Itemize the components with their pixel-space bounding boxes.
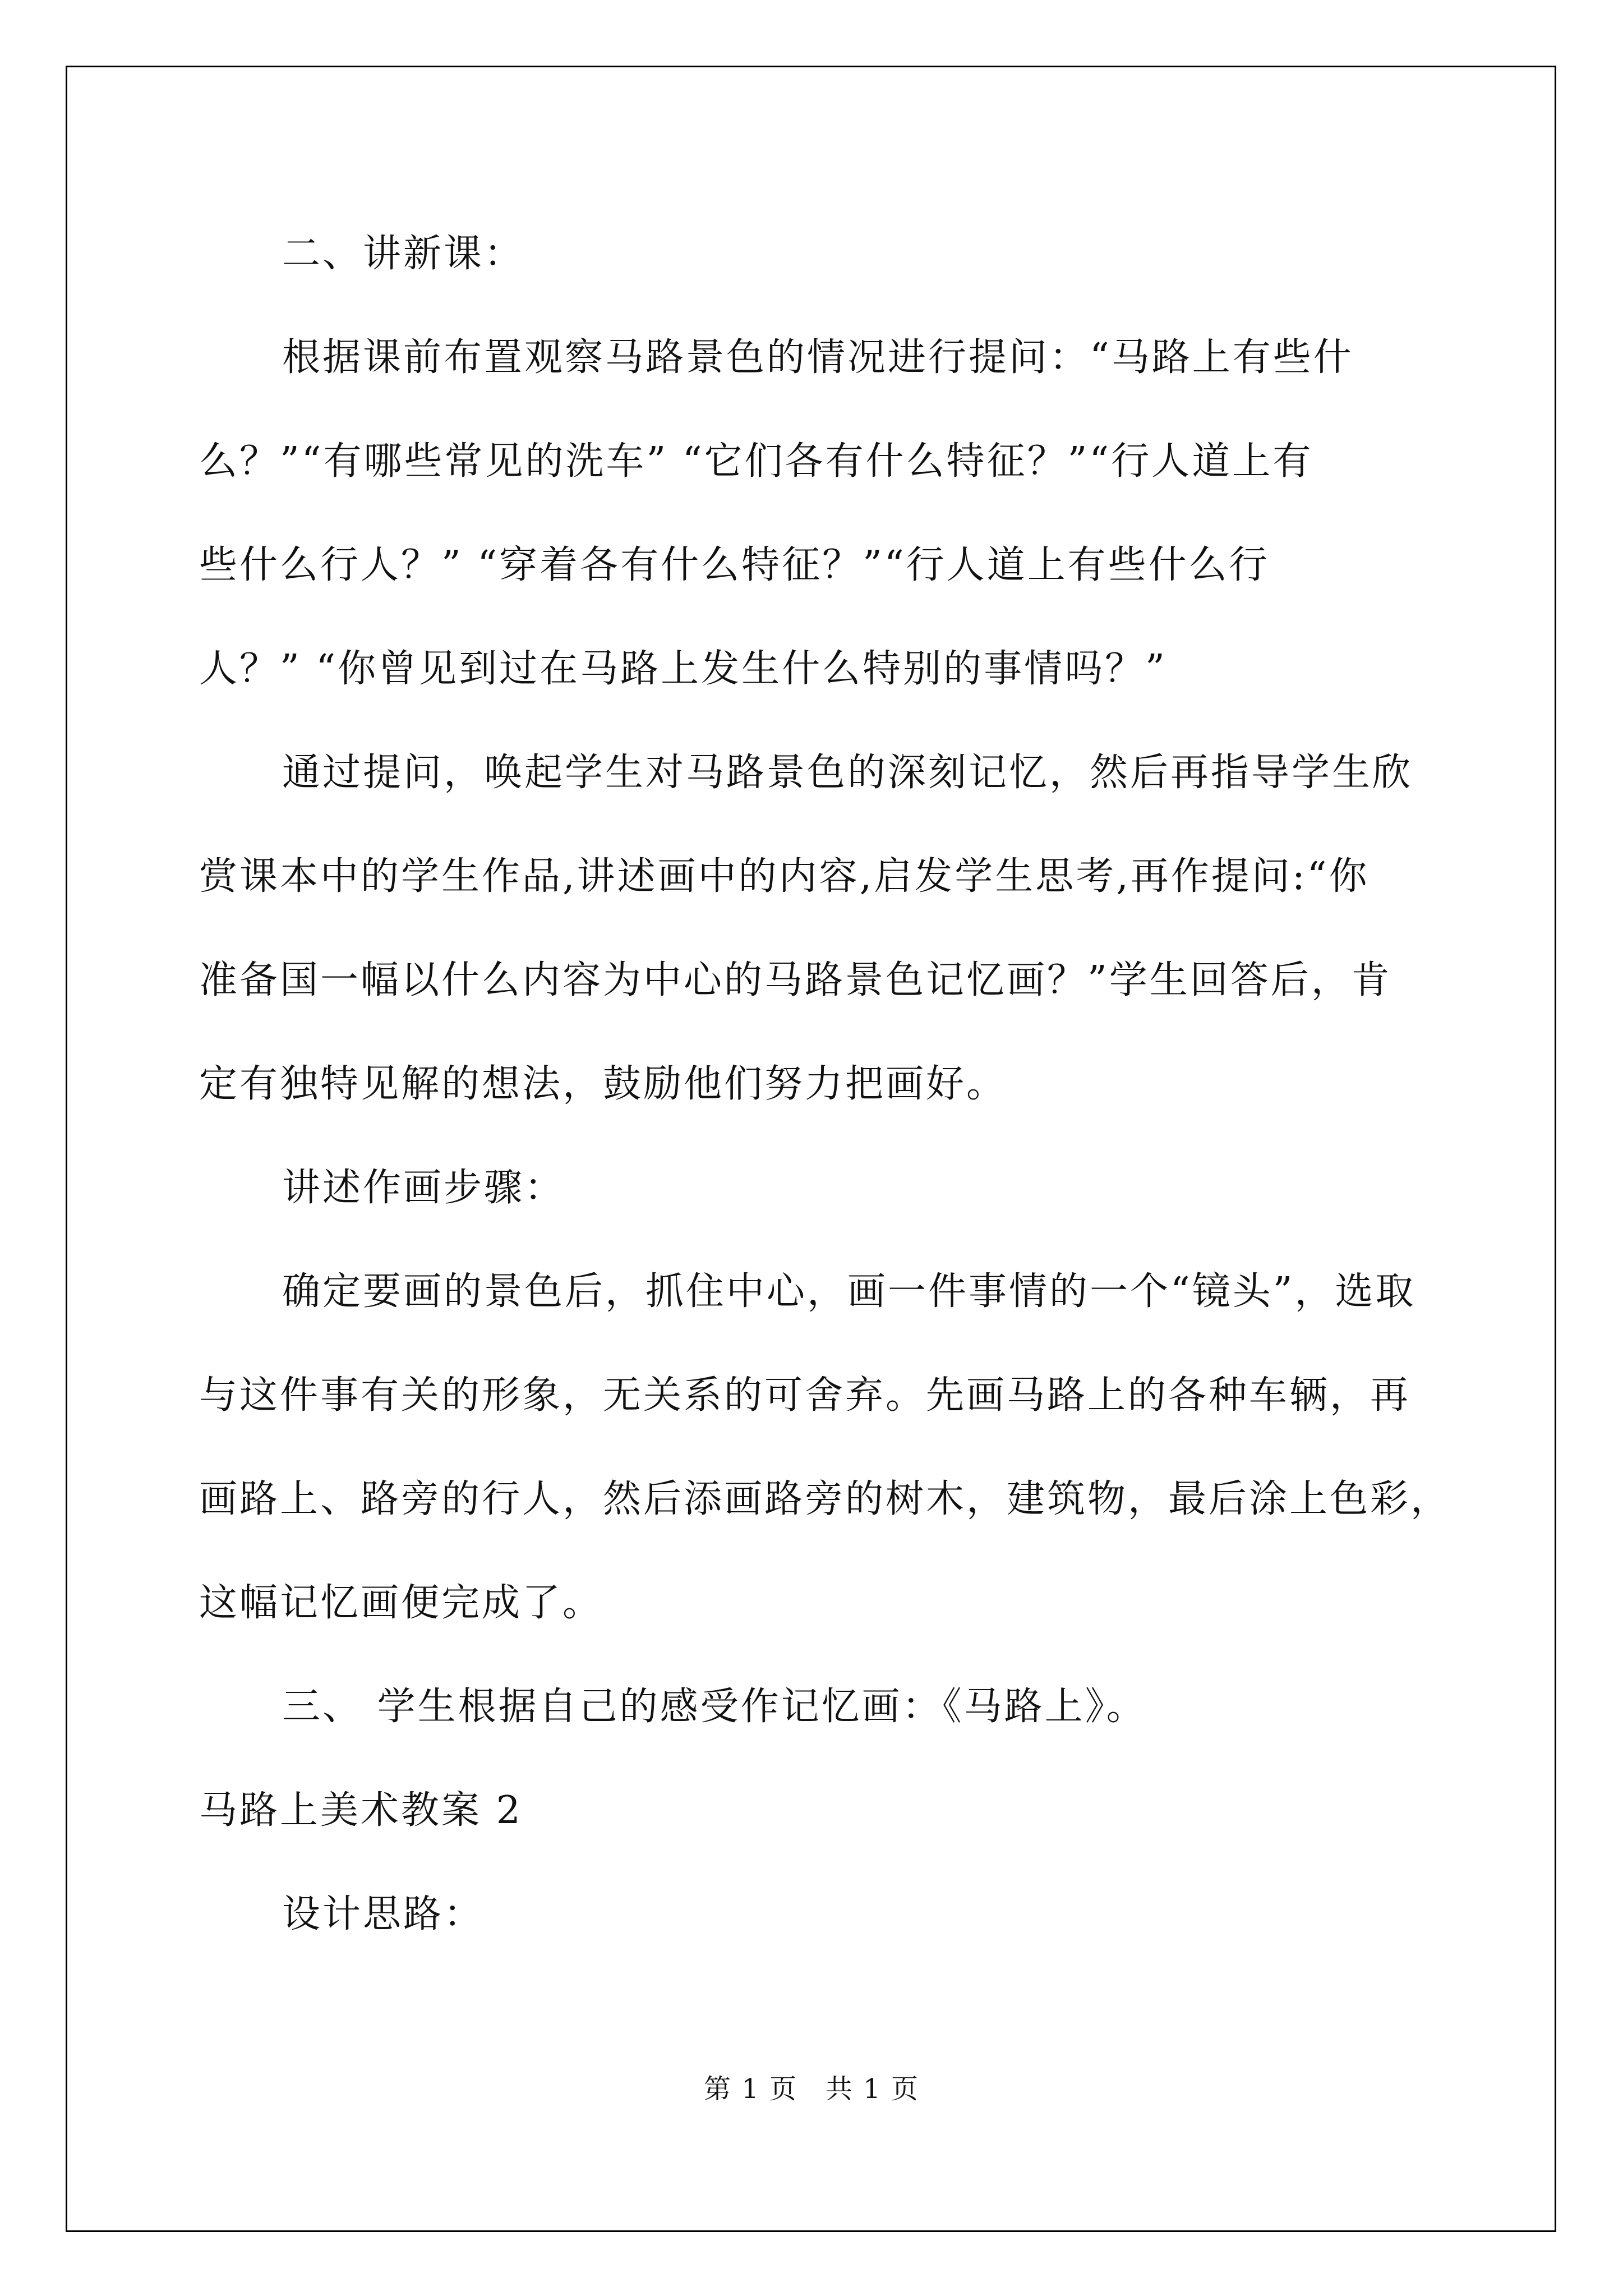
page-footer: 第 1 页 共 1 页 (703, 2073, 920, 2105)
paragraph-line: 这幅记忆画便完成了。 (199, 1581, 603, 1625)
section-heading: 二、讲新课： (282, 232, 525, 276)
section-heading: 设计思路： (282, 1892, 485, 1936)
paragraph-line: 人？” “你曾见到过在马路上发生什么特别的事情吗？” (199, 647, 1167, 691)
paragraph-line: 确定要画的景色后，抓住中心，画一件事情的一个“镜头”，选取 (282, 1269, 1416, 1314)
document-title: 马路上美术教案 2 (199, 1788, 523, 1833)
paragraph-line: 根据课前布置观察马路景色的情况进行提问：“马路上有些什 (282, 335, 1354, 380)
paragraph-line: 么？”“有哪些常见的洗车” “它们各有什么特征？”“行人道上有 (199, 439, 1313, 484)
paragraph-line: 些什么行人？” “穿着各有什么特征？”“行人道上有些什么行 (199, 543, 1270, 587)
paragraph-line: 画路上、路旁的行人，然后添画路旁的树木，建筑物，最后涂上色彩， (199, 1477, 1451, 1521)
paragraph-line: 赏课本中的学生作品,讲述画中的内容,启发学生思考,再作提问:“你 (199, 854, 1370, 899)
paragraph-line: 准备国一幅以什么内容为中心的马路景色记忆画？”学生回答后，肯 (199, 958, 1392, 1002)
paragraph-line: 通过提问，唤起学生对马路景色的深刻记忆，然后再指导学生欣 (282, 751, 1413, 795)
paragraph-line: 与这件事有关的形象，无关系的可舍弃。先画马路上的各种车辆，再 (199, 1373, 1411, 1418)
paragraph-line: 定有独特见解的想法，鼓励他们努力把画好。 (199, 1062, 1007, 1106)
section-heading: 三、 学生根据自己的感受作记忆画：《马路上》。 (282, 1685, 1147, 1729)
paragraph-line: 讲述作画步骤： (282, 1166, 565, 1210)
